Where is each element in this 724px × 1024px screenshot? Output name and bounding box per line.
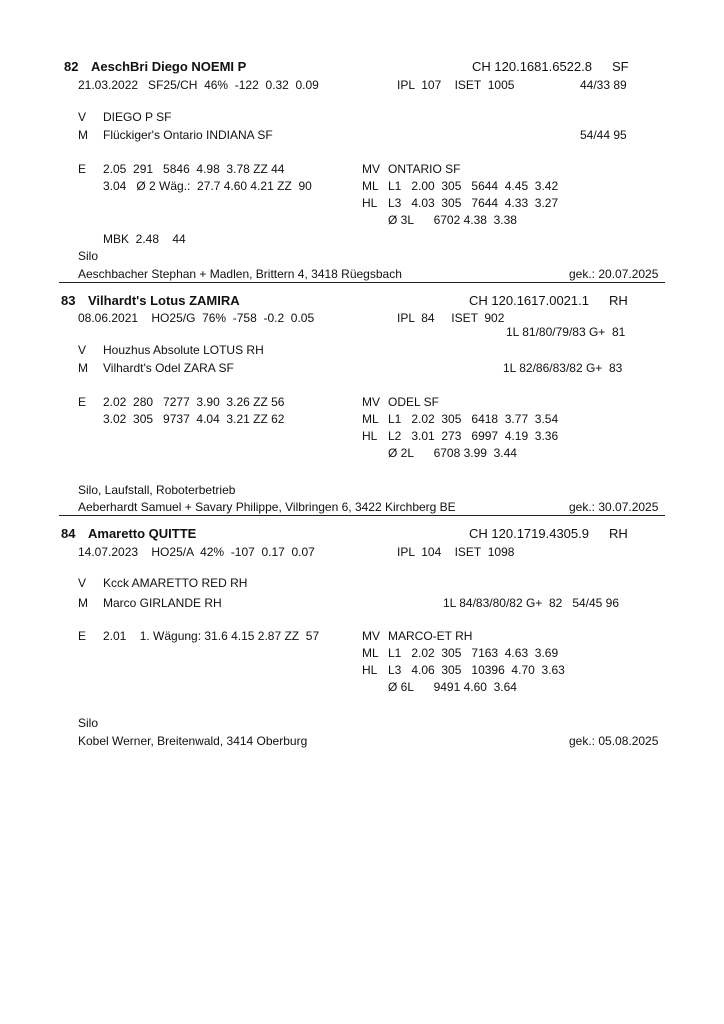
mv-label: MV <box>362 629 380 643</box>
owner-address: Kobel Werner, Breitenwald, 3414 Oberburg <box>78 734 308 748</box>
average-value: Ø 6L 9491 4.60 3.64 <box>388 680 517 694</box>
own-lactation-1: 2.05 291 5846 4.98 3.78 ZZ 44 <box>103 162 285 176</box>
mv-label: MV <box>362 162 380 176</box>
sire-name: Houzhus Absolute LOTUS RH <box>103 343 264 357</box>
ml-label: ML <box>362 646 379 660</box>
breed-code: SF <box>612 59 629 74</box>
hl-value: L3 4.03 305 7644 4.33 3.27 <box>388 196 559 210</box>
average-value: Ø 3L 6702 4.38 3.38 <box>388 213 517 227</box>
entry-number: 82 <box>64 59 79 74</box>
divider <box>59 282 665 283</box>
owner-address: Aeschbacher Stephan + Madlen, Brittern 4, 3418 Rüegsbach <box>78 267 402 281</box>
sire-name: DIEGO P SF <box>103 110 172 124</box>
mbk-value: MBK 2.48 44 <box>103 232 186 246</box>
average-value: Ø 2L 6708 3.99 3.44 <box>388 446 517 460</box>
ml-label: ML <box>362 179 379 193</box>
cow-id: CH 120.1681.6522.8 <box>472 59 592 74</box>
gek-date: gek.: 05.08.2025 <box>569 734 659 748</box>
farm-notes: Silo <box>78 249 99 263</box>
ml-label: ML <box>362 412 379 426</box>
linear-score: 44/33 89 <box>580 78 627 92</box>
entry-number: 83 <box>61 293 76 308</box>
dam-name: Vilhardt's Odel ZARA SF <box>103 361 234 375</box>
dam-label: M <box>78 128 88 142</box>
mv-value: ODEL SF <box>388 395 439 409</box>
cow-name: AeschBri Diego NOEMI P <box>91 59 247 74</box>
birth-info: 08.06.2021 HO25/G 76% -758 -0.2 0.05 <box>78 311 315 325</box>
owner-address: Aeberhardt Samuel + Savary Philippe, Vilbringen 6, 3422 Kirchberg BE <box>78 500 456 514</box>
sire-name: Kcck AMARETTO RED RH <box>103 576 248 590</box>
own-lactation-1: 2.02 280 7277 3.90 3.26 ZZ 56 <box>103 395 285 409</box>
entry-number: 84 <box>61 526 76 541</box>
hl-label: HL <box>362 663 378 677</box>
hl-label: HL <box>362 429 378 443</box>
sire-label: V <box>78 343 87 357</box>
cow-id: CH 120.1617.0021.1 <box>469 293 589 308</box>
birth-info: 14.07.2023 HO25/A 42% -107 0.17 0.07 <box>78 545 315 559</box>
sire-label: V <box>78 110 87 124</box>
dam-name: Flückiger's Ontario INDIANA SF <box>103 128 273 142</box>
cow-name: Amaretto QUITTE <box>88 526 197 541</box>
hl-label: HL <box>362 196 378 210</box>
dam-name: Marco GIRLANDE RH <box>103 596 222 610</box>
ipl-iset: IPL 107 ISET 1005 <box>397 78 515 92</box>
hl-value: L3 4.06 305 10396 4.70 3.63 <box>388 663 565 677</box>
own-label: E <box>78 629 87 643</box>
divider <box>59 515 665 516</box>
breed-code: RH <box>609 526 628 541</box>
dam-score: 1L 82/86/83/82 G+ 83 <box>503 361 623 375</box>
dam-label: M <box>78 361 88 375</box>
birth-info: 21.03.2022 SF25/CH 46% -122 0.32 0.09 <box>78 78 319 92</box>
gek-date: gek.: 30.07.2025 <box>569 500 659 514</box>
ipl-iset: IPL 104 ISET 1098 <box>397 545 515 559</box>
dam-score: 1L 84/83/80/82 G+ 82 54/45 96 <box>443 596 620 610</box>
dam-label: M <box>78 596 88 610</box>
own-label: E <box>78 162 87 176</box>
mv-label: MV <box>362 395 380 409</box>
ml-value: L1 2.00 305 5644 4.45 3.42 <box>388 179 559 193</box>
own-lactation-2: 3.04 Ø 2 Wäg.: 27.7 4.60 4.21 ZZ 90 <box>103 179 312 193</box>
mv-value: MARCO-ET RH <box>388 629 473 643</box>
own-lactation-1: 2.01 1. Wägung: 31.6 4.15 2.87 ZZ 57 <box>103 629 320 643</box>
breed-code: RH <box>609 293 628 308</box>
ml-value: L1 2.02 305 7163 4.63 3.69 <box>388 646 559 660</box>
linear-score: 1L 81/80/79/83 G+ 81 <box>506 325 626 339</box>
dam-score: 54/44 95 <box>580 128 627 142</box>
cow-name: Vilhardt's Lotus ZAMIRA <box>88 293 240 308</box>
mv-value: ONTARIO SF <box>388 162 461 176</box>
sire-label: V <box>78 576 87 590</box>
ipl-iset: IPL 84 ISET 902 <box>397 311 505 325</box>
own-lactation-2: 3.02 305 9737 4.04 3.21 ZZ 62 <box>103 412 285 426</box>
farm-notes: Silo, Laufstall, Roboterbetrieb <box>78 483 236 497</box>
gek-date: gek.: 20.07.2025 <box>569 267 659 281</box>
hl-value: L2 3.01 273 6997 4.19 3.36 <box>388 429 559 443</box>
own-label: E <box>78 395 87 409</box>
cow-id: CH 120.1719.4305.9 <box>469 526 589 541</box>
farm-notes: Silo <box>78 716 99 730</box>
ml-value: L1 2.02 305 6418 3.77 3.54 <box>388 412 559 426</box>
